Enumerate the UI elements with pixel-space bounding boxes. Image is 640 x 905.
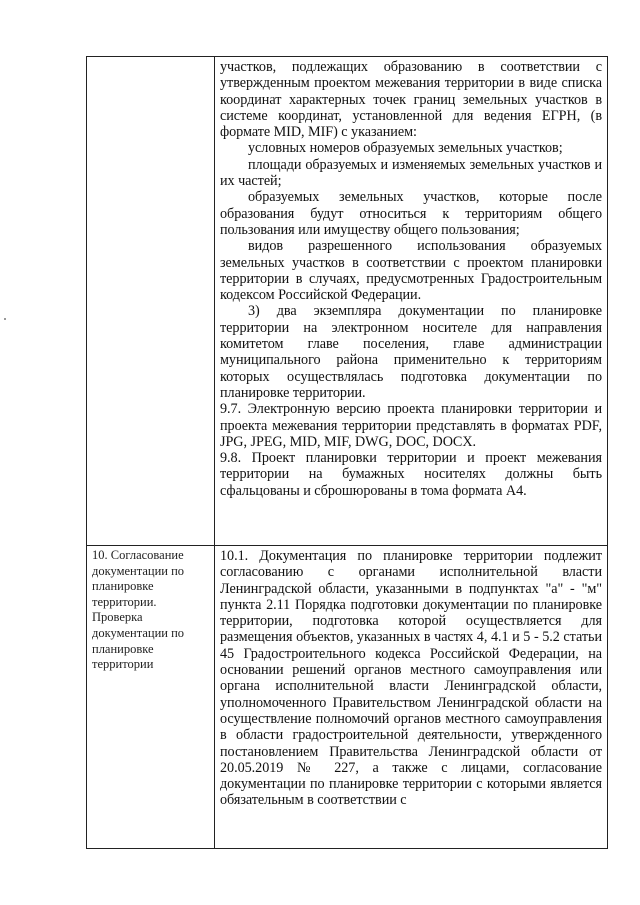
paragraph: 9.7. Электронную версию проекта планировки территории и проекта межевания территории представлять в форматах PDF, JPG, JPEG, MID, MIF, DWG, DOC, DOCX. bbox=[220, 401, 602, 450]
scan-speck bbox=[4, 318, 6, 320]
section-title-line: планировке bbox=[92, 579, 154, 594]
paragraph: 3) два экземпляра документации по планировке территории на электронном носителе для направления комитетом главе поселения, главе администрации муниципального района применительно к территориям которых осуществлялась подготовка документации по планировке территории. bbox=[220, 303, 602, 401]
paragraph: участков, подлежащих образованию в соответствии с утвержденным проектом межевания территории в виде списка координат характерных точек границ земельных участков в системе координат, установленной для ведения ЕГРН, (в формате MID, MIF) с указанием: bbox=[220, 59, 602, 141]
section-title-line: планировке bbox=[92, 641, 154, 656]
paragraph: площади образуемых и изменяемых земельных участков и их частей; bbox=[220, 156, 602, 190]
paragraph: условных номеров образуемых земельных участков; bbox=[248, 140, 563, 157]
requirements-table bbox=[86, 56, 608, 849]
paragraph: 10.1. Документация по планировке территории подлежит согласованию с органами исполнительной власти Ленинградской области, указанными в подпунктах "а" - "м" пункта 2.11 Порядка подготовки документации по планировке территории, подготовка которой осуществляется для размещения объектов, указанных в частях 4, 4.1 и 5 - 5.2 статьи 45 Градостроительного кодекса Российской Федерации, на основании решений органов местного самоуправления или органа исполнительной власти Ленинградской области, уполномоченного Правительством Ленинградской области на осуществление полномочий органов местного самоуправления в области градостроительной деятельности, утвержденного постановлением Правительства Ленинградской области от 20.05.2019 № 227, а также с лицами, согласование документации по планировке территории с которыми является обязательным в соответствии с bbox=[220, 548, 602, 809]
table-row bbox=[87, 546, 608, 849]
paragraph: видов разрешенного использования образуемых земельных участков в соответствии с проектом планировки территории в случаях, предусмотренных Градостроительным кодексом Российской Федерации. bbox=[220, 238, 602, 304]
section-title-cell bbox=[87, 546, 215, 849]
paragraph: 9.8. Проект планировки территории и проект межевания территории на бумажных носителях должны быть сфальцованы и сброшюрованы в тома формата А4. bbox=[220, 450, 602, 499]
section-title-line: территории. bbox=[92, 594, 157, 609]
section-content-cell bbox=[215, 57, 608, 546]
section-title-line: документации по bbox=[92, 625, 185, 640]
table-row bbox=[87, 57, 608, 546]
paragraph: образуемых земельных участков, которые после образования будут относиться к территориям общего пользования или имуществу общего пользования; bbox=[220, 189, 602, 238]
section-title-line: территории bbox=[92, 657, 154, 672]
section-title-cell bbox=[87, 57, 215, 546]
section-title-line: 10. Согласование bbox=[92, 548, 184, 562]
section-title-line: документации по bbox=[92, 563, 185, 578]
section-content-cell bbox=[215, 546, 608, 849]
section-title-line: Проверка bbox=[92, 610, 143, 625]
